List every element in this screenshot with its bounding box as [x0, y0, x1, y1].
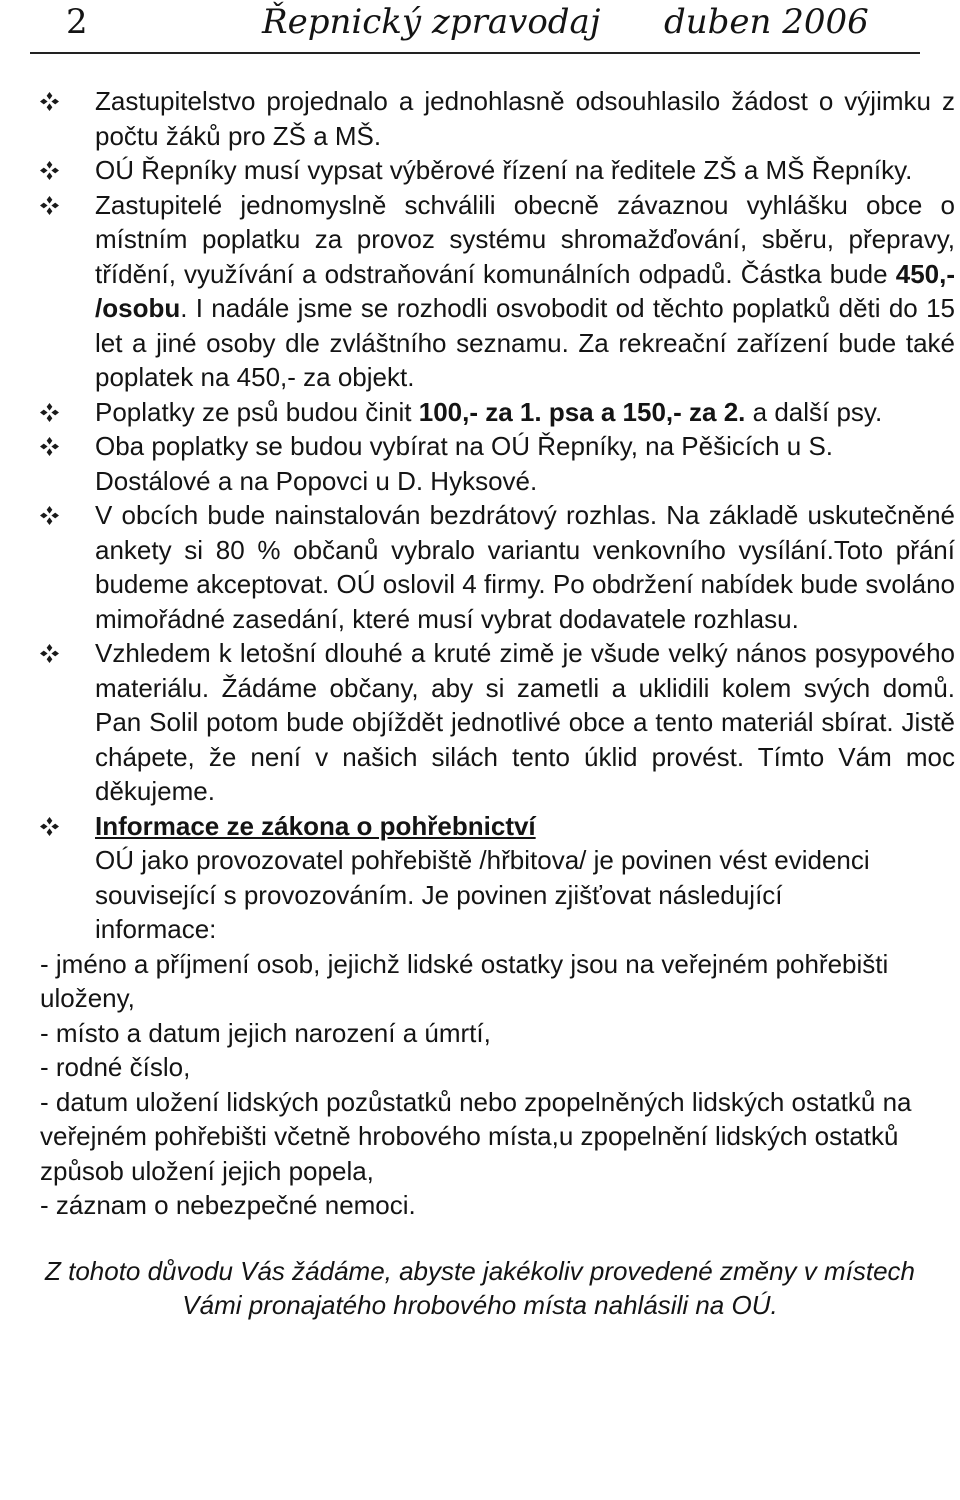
dog-fee: 100,- za 1. psa a 150,- za 2. [418, 396, 746, 427]
closing-note [0, 1254, 960, 1323]
list-item [0, 395, 955, 430]
item-text: Zastupitelstvo projednalo a jednohlasně odsouhlasilo žádost o výjimku z počtu žáků pro ZŠ a MŠ. [95, 86, 955, 151]
info-list [0, 947, 955, 1223]
item-text: a další psy. [745, 396, 883, 427]
item-text: Zastupitelé jednomyslně schválili obecně závaznou vyhlášku obce o místním poplatku za provoz systému shromažďování, sběru, přepravy, třídění, využívání a odstraňování komunálních odpadů. Částka bude [95, 189, 955, 289]
section-funeral-law [0, 809, 955, 947]
list-item: - záznam o nebezpečné nemoci. [40, 1190, 416, 1220]
item-text: Oba poplatky se budou vybírat na OÚ Řepníky, na Pěšicích u S. Dostálové a na Popovci u D. Hyksové. [95, 431, 834, 496]
closing-text: Z tohoto důvodu Vás žádáme, abyste jakékoliv provedené změny v místech Vámi pronajatého hrobového místa nahlásili na OÚ. [44, 1255, 916, 1320]
article-body [0, 84, 960, 1323]
list-item: - rodné číslo, [40, 1052, 191, 1082]
item-text: V obcích bude nainstalován bezdrátový rozhlas. Na základě uskutečněné ankety si 80 % občanů vybralo variantu venkovního vysílání.Toto přání budeme akceptovat. OÚ oslovil 4 firmy. Po obdržení nabídek bude svoláno mimořádné zasedání, které musí vybrat dodavatele rozhlasu. [95, 500, 955, 634]
diamond-bullet-icon [40, 92, 59, 111]
diamond-bullet-icon [40, 644, 59, 663]
diamond-bullet-icon [40, 437, 59, 456]
diamond-bullet-icon [40, 817, 59, 836]
item-text: OÚ Řepníky musí vypsat výběrové řízení na ředitele ZŠ a MŠ Řepníky. [95, 155, 913, 185]
header-rule [30, 52, 920, 54]
item-text: . I nadále jsme se rozhodli osvobodit od těchto poplatků děti do 15 let a jiné osoby dle zvláštního seznamu. Za rekreační zařízení bude také poplatek na 450,- za objekt. [95, 293, 955, 392]
list-item [0, 188, 955, 395]
list-item: - místo a datum jejich narození a úmrtí, [40, 1017, 491, 1048]
fee-amount: 450,- /osobu [95, 258, 955, 323]
list-item: - jméno a příjmení osob, jejichž lidské ostatky jsou na veřejném pohřebišti uloženy, [40, 948, 889, 1013]
diamond-bullet-icon [40, 506, 59, 525]
diamond-bullet-icon [40, 161, 59, 180]
list-item [0, 498, 955, 636]
list-item: - datum uložení lidských pozůstatků nebo zpopelněných lidských ostatků na veřejném pohřebišti včetně hrobového místa,u zpopelnění lidských ostatků způsob uložení jejich popela, [40, 1086, 912, 1186]
page-number: 2 [66, 2, 88, 42]
list-item [0, 153, 955, 188]
item-text: Vzhledem k letošní dlouhé a kruté zimě je všude velký nános posypového materiálu. Žádáme občany, aby si zametli a uklidili kolem svých domů. Pan Solil potom bude objíždět jednotlivé obce a tento materiál sbírat. Jistě chápete, že není v našich silách tento úklid provést. Tímto Vám moc děkujeme. [95, 638, 955, 806]
list-item [0, 84, 955, 153]
diamond-bullet-icon [40, 403, 59, 422]
section-title: Informace ze zákona o pohřebnictví [95, 810, 536, 841]
item-text: Poplatky ze psů budou činit [95, 396, 419, 427]
section-intro: OÚ jako provozovatel pohřebiště /hřbitova/ je povinen vést evidenci související s provozováním. Je povinen zjišťovat následující informace: [95, 845, 870, 944]
page-header [0, 0, 960, 60]
newsletter-title: Řepnický zpravodaj [262, 2, 601, 42]
list-item [0, 429, 955, 498]
list-item [0, 636, 955, 809]
issue-date: duben 2006 [664, 2, 869, 42]
diamond-bullet-icon [40, 196, 59, 215]
